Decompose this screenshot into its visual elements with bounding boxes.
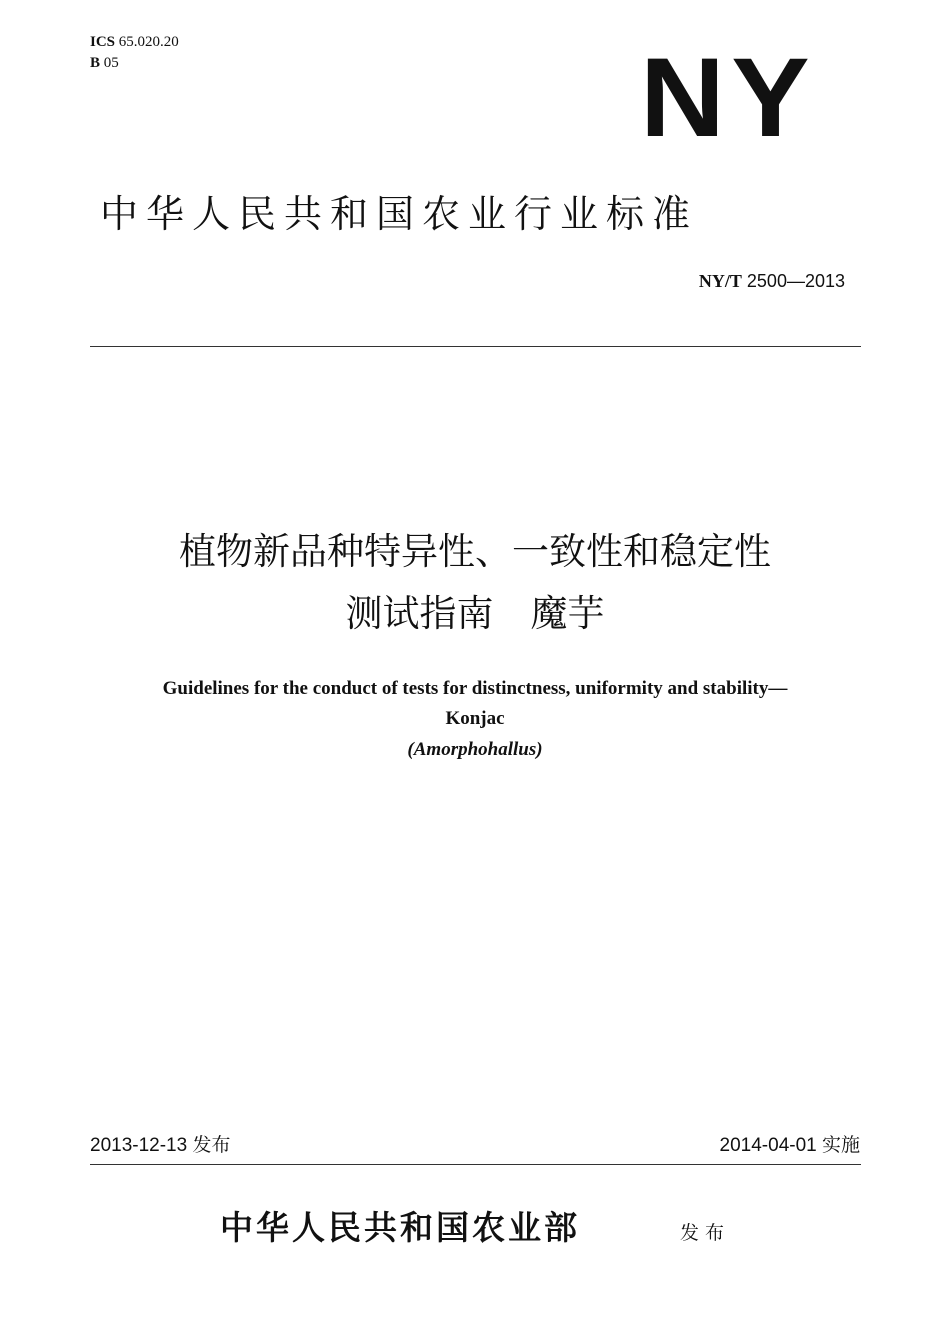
ics-label: ICS: [90, 34, 116, 50]
top-divider: [90, 346, 861, 347]
standard-number-prefix: NY/T: [698, 271, 742, 291]
classification-value: 05: [103, 55, 119, 71]
english-title-line-2: Konjac: [445, 708, 505, 729]
english-title-line-3: (Amorphohallus): [407, 739, 543, 760]
ny-logo: NY: [640, 35, 816, 160]
standard-category-title: 中华人民共和国农业行业标准: [100, 192, 699, 236]
ics-code: [90, 33, 179, 51]
chinese-title-line-1: 植物新品种特异性、一致性和稳定性: [179, 530, 771, 573]
classification-label: B: [90, 55, 101, 71]
standard-number: [699, 270, 845, 292]
implementation-date: 2014-04-01 实施: [719, 1135, 860, 1156]
classification-code: [90, 54, 119, 72]
english-title-line-1: Guidelines for the conduct of tests for distinctness, uniformity and stability—: [162, 678, 788, 699]
bottom-divider: [90, 1164, 861, 1165]
issue-date: 2013-12-13 发布: [90, 1135, 231, 1156]
chinese-title-line-2: 测试指南 魔芋: [345, 592, 605, 635]
publisher-suffix: 发布: [680, 1222, 731, 1244]
ics-value: 65.020.20: [118, 34, 179, 50]
publisher-name: 中华人民共和国农业部: [220, 1208, 580, 1247]
standard-number-value: 2500—2013: [746, 271, 845, 291]
